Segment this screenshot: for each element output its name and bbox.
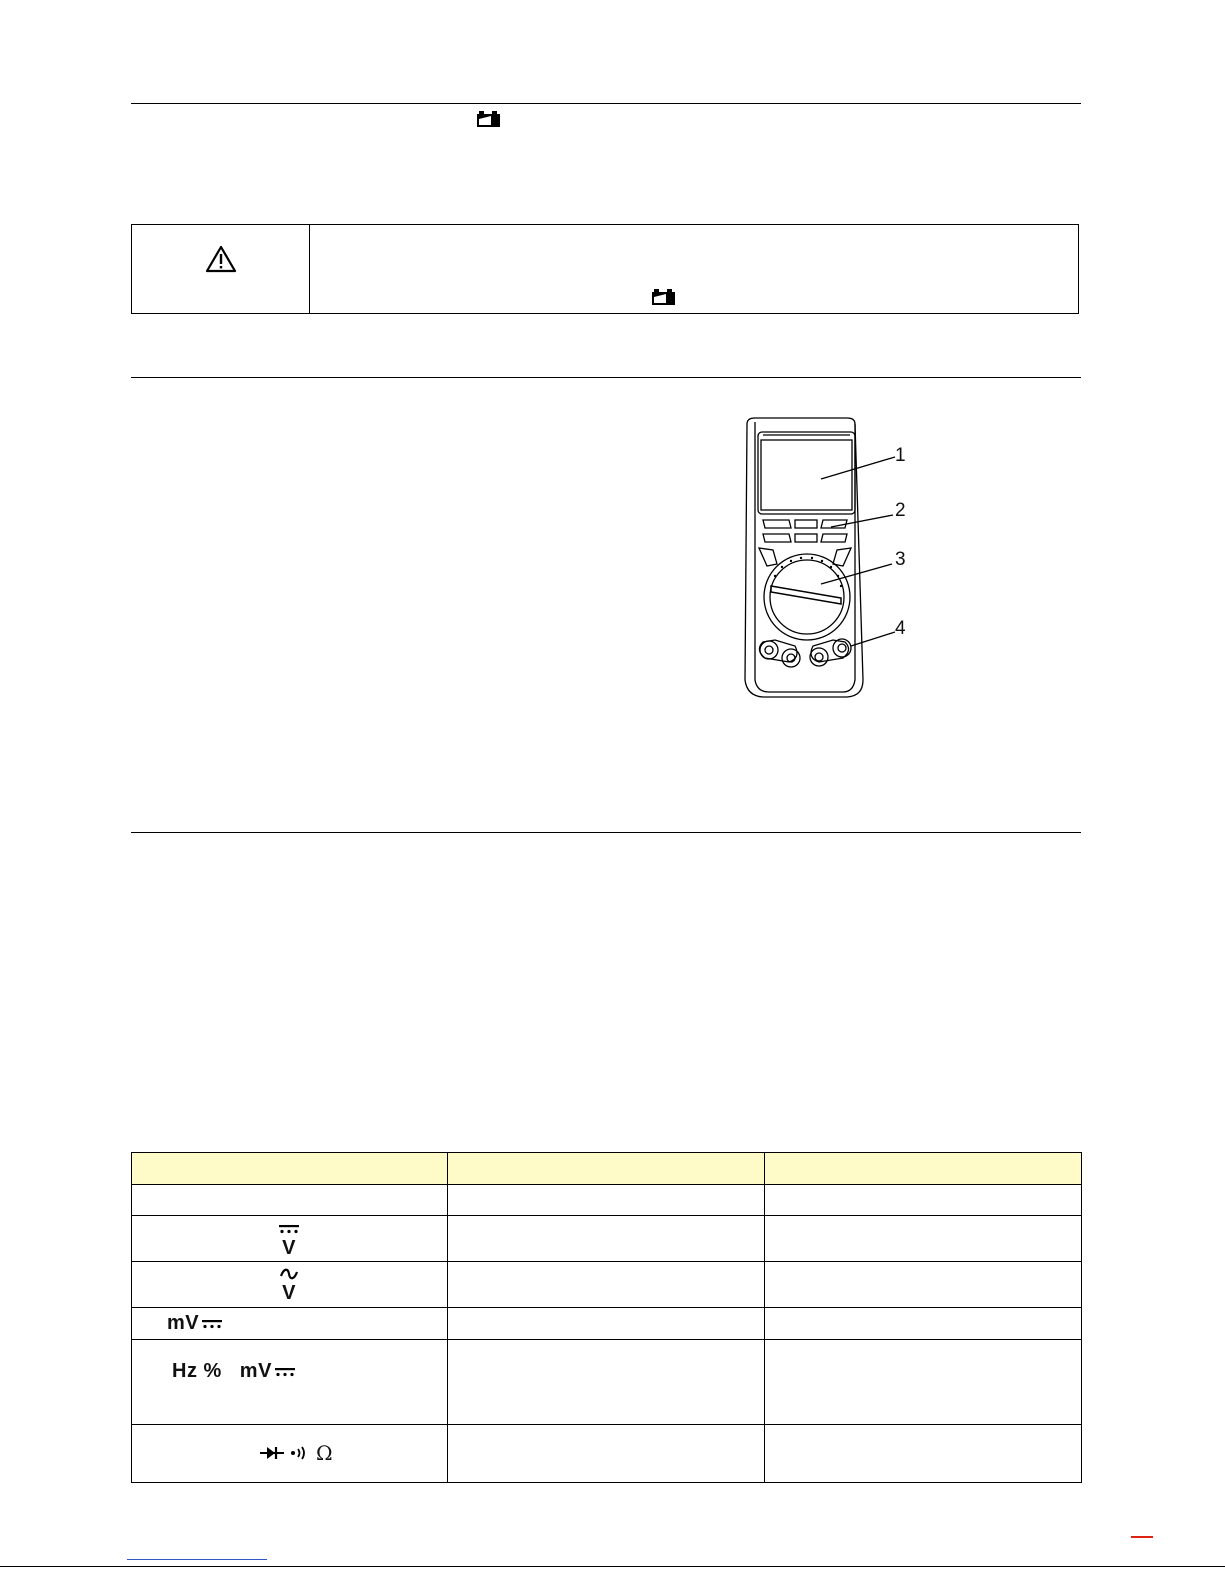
- continuity-beep-icon: [290, 1446, 310, 1460]
- dc-voltage-symbol: [278, 1221, 300, 1257]
- warning-box: [131, 224, 1079, 314]
- diode-continuity-ohm-symbol: [260, 1441, 333, 1465]
- battery-icon: [477, 111, 501, 127]
- callout-1: 1: [895, 445, 906, 466]
- ac-voltage-symbol: [278, 1267, 300, 1304]
- table-cell: [448, 1425, 765, 1483]
- table-row: [132, 1340, 1082, 1425]
- table-cell: [448, 1308, 765, 1340]
- multimeter-figure: [735, 410, 920, 705]
- table-cell: [132, 1308, 448, 1340]
- table-cell: [765, 1262, 1082, 1308]
- table-cell: [448, 1216, 765, 1262]
- table-cell: [448, 1340, 765, 1425]
- table-row: [132, 1262, 1082, 1308]
- table-cell: [132, 1340, 448, 1425]
- table-header-cell: [765, 1153, 1082, 1185]
- table-row: [132, 1425, 1082, 1483]
- battery-icon: [652, 289, 676, 305]
- multimeter-drawing: [735, 410, 920, 705]
- table-row: [132, 1185, 1082, 1216]
- callout-2: 2: [895, 500, 906, 521]
- callout-3: 3: [895, 549, 906, 570]
- table-cell: [765, 1340, 1082, 1425]
- table-cell: [132, 1262, 448, 1308]
- table-cell: [448, 1185, 765, 1216]
- table-header-cell: [132, 1153, 448, 1185]
- table-cell: [132, 1185, 448, 1216]
- ac-wave-icon: [278, 1268, 300, 1280]
- table-cell: [132, 1216, 448, 1262]
- footer-rule: [0, 1566, 1225, 1567]
- ac-voltage-label: V: [282, 1281, 296, 1304]
- table-row: [132, 1216, 1082, 1262]
- section-rule-3: [131, 832, 1081, 833]
- mv-dc-symbol: [240, 1360, 296, 1383]
- table-header-row: [132, 1153, 1082, 1185]
- mv-dc-symbol: [167, 1312, 223, 1335]
- table-row: [132, 1308, 1082, 1340]
- dc-symbol-icon: [278, 1225, 300, 1234]
- footer-link-underline[interactable]: [127, 1559, 267, 1560]
- section-rule-1: [131, 103, 1081, 104]
- warning-divider: [309, 225, 310, 313]
- dc-symbol-icon: [201, 1319, 223, 1329]
- ohm-label: Ω: [316, 1441, 333, 1465]
- table-cell: [132, 1425, 448, 1483]
- table-header-cell: [448, 1153, 765, 1185]
- diode-icon: [260, 1445, 284, 1461]
- function-table: [131, 1152, 1082, 1483]
- callout-4: 4: [895, 618, 906, 639]
- table-cell: [765, 1308, 1082, 1340]
- mv-label: mV: [167, 1312, 200, 1334]
- hz-percent-label: Hz %: [172, 1360, 222, 1382]
- mv-label: mV: [239, 1360, 272, 1382]
- dc-symbol-icon: [274, 1367, 296, 1377]
- table-cell: [765, 1216, 1082, 1262]
- table-cell: [765, 1185, 1082, 1216]
- section-rule-2: [131, 377, 1081, 378]
- page-accent-mark: [1131, 1536, 1153, 1538]
- table-cell: [765, 1425, 1082, 1483]
- dc-voltage-label: V: [282, 1236, 296, 1259]
- table-cell: [448, 1262, 765, 1308]
- warning-triangle-icon: [205, 245, 237, 278]
